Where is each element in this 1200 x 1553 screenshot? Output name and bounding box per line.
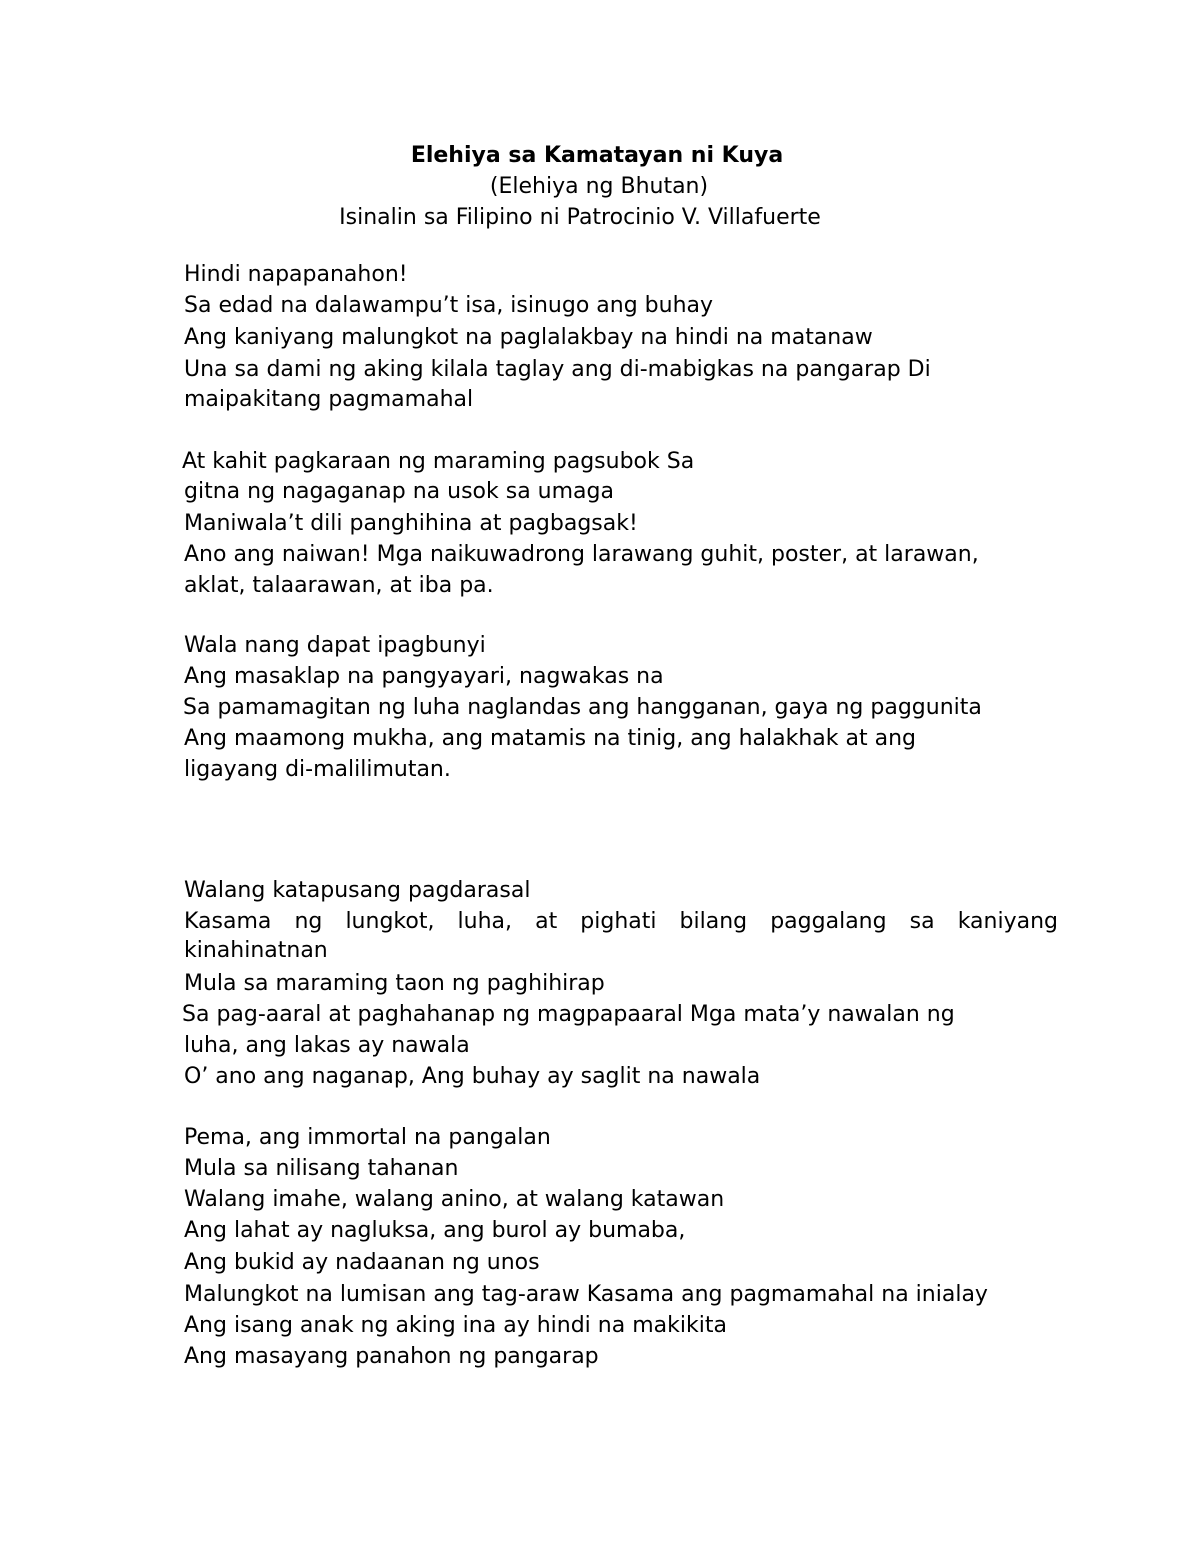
poem-line: Ang masayang panahon ng pangarap [184,1344,599,1369]
poem-line: luha, ang lakas ay nawala [184,1033,470,1058]
poem-title: Elehiya sa Kamatayan ni Kuya [410,143,784,168]
poem-line: Hindi napapanahon! [184,262,408,287]
poem-line: Una sa dami ng aking kilala taglay ang di-mabigkas na pangarap Di [184,357,931,382]
poem-line: Ang maamong mukha, ang matamis na tinig, ang halakhak at ang [184,726,917,751]
poem-line: Ang bukid ay nadaanan ng unos [184,1250,540,1275]
poem-line: Pema, ang immortal na pangalan [184,1125,551,1150]
poem-line: Ano ang naiwan! Mga naikuwadrong larawang guhit, poster, at larawan, [184,542,979,567]
poem-line: kinahinatnan [184,938,328,963]
poem-line: Sa pag-aaral at paghahanap ng magpapaaral Mga mata’y nawalan ng [182,1002,955,1027]
poem-line: ligayang di-malilimutan. [184,757,451,782]
poem-subtitle: (Elehiya ng Bhutan) [489,174,709,199]
poem-line: Ang isang anak ng aking ina ay hindi na makikita [184,1313,727,1338]
poem-line: Sa pamamagitan ng luha naglandas ang hangganan, gaya ng paggunita [183,695,982,720]
poem-line: Mula sa maraming taon ng paghihirap [184,971,605,996]
poem-line: Mula sa nilisang tahanan [184,1156,459,1181]
poem-line: Kasama ng lungkot, luha, at pighati bilang paggalang sa kaniyang [184,909,1058,934]
poem-line: At kahit pagkaraan ng maraming pagsubok Sa [182,449,695,474]
poem-line: aklat, talaarawan, at iba pa. [184,573,494,598]
poem-line: Walang imahe, walang anino, at walang katawan [184,1187,725,1212]
poem-line: Ang kaniyang malungkot na paglalakbay na hindi na matanaw [184,325,873,350]
poem-line: maipakitang pagmamahal [184,387,474,412]
poem-line: Sa edad na dalawampu’t isa, isinugo ang buhay [184,293,714,318]
poem-line: O’ ano ang naganap, Ang buhay ay saglit na nawala [184,1064,761,1089]
poem-line: Malungkot na lumisan ang tag-araw Kasama ang pagmamahal na inialay [184,1282,988,1307]
poem-line: gitna ng nagaganap na usok sa umaga [184,479,614,504]
poem-line: Ang masaklap na pangyayari, nagwakas na [184,664,664,689]
poem-line: Wala nang dapat ipagbunyi [184,633,486,658]
poem-line: Walang katapusang pagdarasal [184,878,531,903]
poem-line: Maniwala’t dili panghihina at pagbagsak! [184,511,638,536]
translator-credit: Isinalin sa Filipino ni Patrocinio V. Villafuerte [339,205,821,230]
poem-line: Ang lahat ay nagluksa, ang burol ay bumaba, [184,1218,686,1243]
